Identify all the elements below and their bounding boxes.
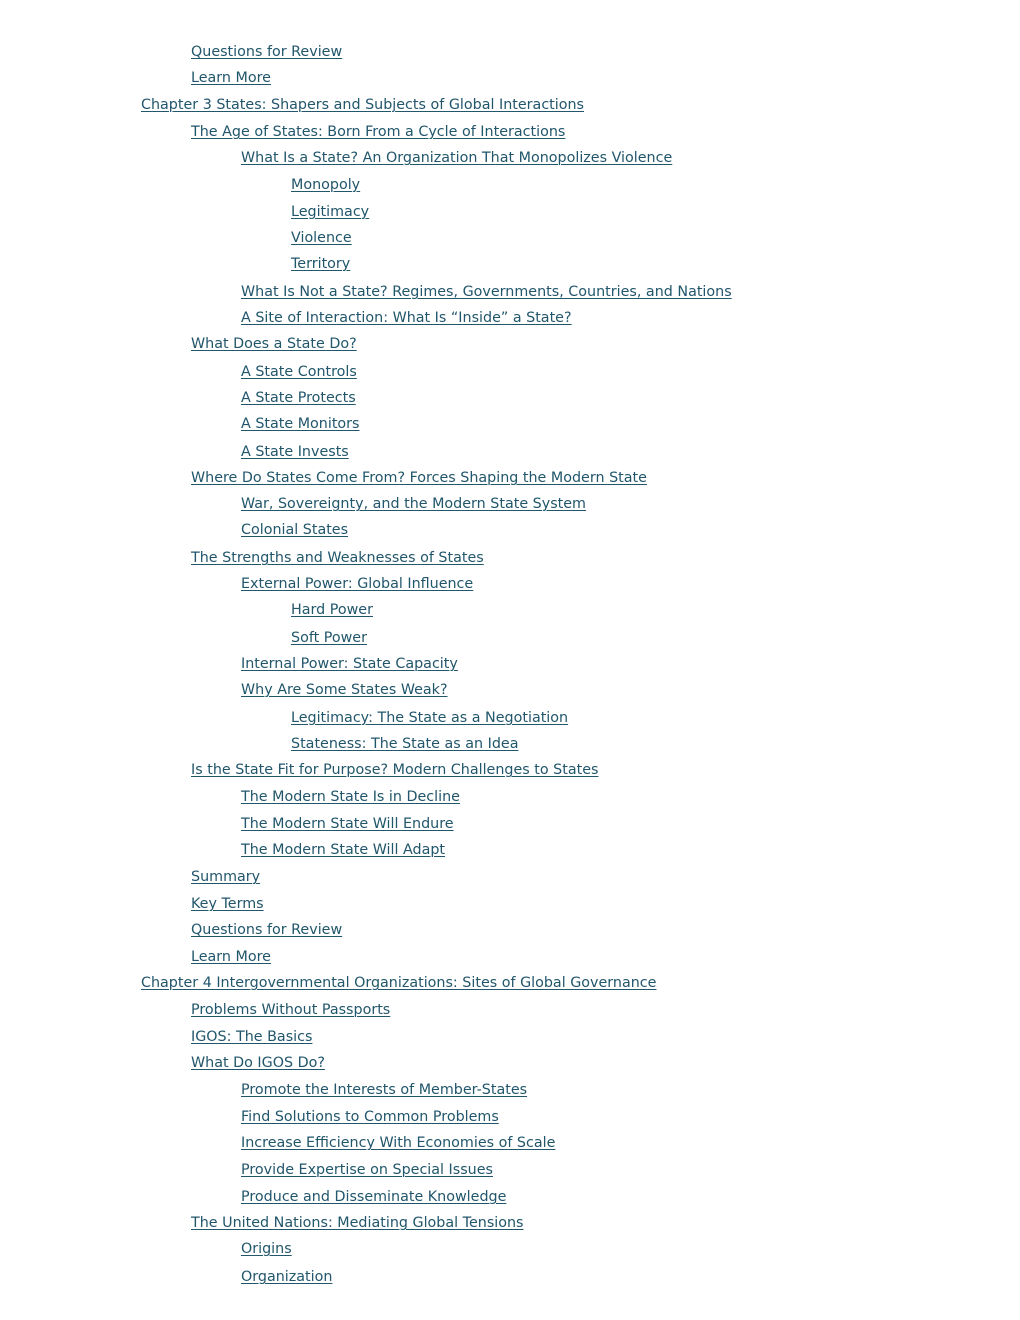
toc-item-site-of-interaction [241, 307, 572, 327]
toc-link[interactable]: Chapter 3 States: Shapers and Subjects of Global Interactions [141, 97, 585, 113]
toc-item-questions-for-review [191, 41, 342, 61]
toc-link[interactable]: The Modern State Will Adapt [241, 842, 446, 858]
toc-link[interactable]: The Modern State Is in Decline [241, 789, 460, 805]
toc-item-what-does-a-state-do [191, 333, 357, 353]
toc-link[interactable]: Organization [241, 1269, 333, 1285]
toc-link[interactable]: Chapter 4 Intergovernmental Organizations: Sites of Global Governance [141, 975, 657, 991]
toc-item-colonial-states [241, 519, 348, 539]
toc-item-increase-efficiency [241, 1132, 555, 1152]
toc-link[interactable]: Origins [241, 1241, 292, 1257]
toc-item-territory [291, 253, 350, 273]
toc-link[interactable]: Why Are Some States Weak? [241, 682, 448, 698]
toc-link[interactable]: Legitimacy: The State as a Negotiation [291, 710, 569, 726]
toc-link[interactable]: A State Controls [241, 364, 357, 380]
toc-link[interactable]: Learn More [191, 70, 271, 86]
toc-item-united-nations [191, 1212, 524, 1232]
toc-item-produce-knowledge [241, 1186, 506, 1206]
toc-item-a-state-protects [241, 387, 356, 407]
toc-item-organization [241, 1266, 332, 1286]
toc-link[interactable]: What Is Not a State? Regimes, Governments, Countries, and Nations [241, 284, 732, 300]
toc-link[interactable]: The Strengths and Weaknesses of States [191, 550, 484, 566]
toc-link[interactable]: Produce and Disseminate Knowledge [241, 1189, 507, 1205]
toc-item-chapter-4 [141, 972, 656, 992]
toc-link[interactable]: Hard Power [291, 602, 373, 618]
toc-link[interactable]: What Do IGOS Do? [191, 1055, 325, 1071]
toc-item-internal-power [241, 653, 458, 673]
toc-link[interactable]: Promote the Interests of Member-States [241, 1082, 528, 1098]
toc-link[interactable]: Territory [291, 256, 351, 272]
toc-item-learn-more [191, 67, 271, 87]
toc-item-war-sovereignty [241, 493, 586, 513]
toc-item-find-solutions [241, 1106, 499, 1126]
toc-item-soft-power [291, 627, 367, 647]
toc-link[interactable]: A State Protects [241, 390, 356, 406]
toc-link[interactable]: A Site of Interaction: What Is “Inside” a State? [241, 310, 572, 326]
toc-link[interactable]: Increase Efficiency With Economies of Scale [241, 1135, 556, 1151]
toc-link[interactable]: The Modern State Will Endure [241, 816, 454, 832]
toc-link[interactable]: Problems Without Passports [191, 1002, 391, 1018]
toc-link[interactable]: Soft Power [291, 630, 367, 646]
toc-link[interactable]: What Is a State? An Organization That Monopolizes Violence [241, 150, 673, 166]
toc-item-provide-expertise [241, 1159, 493, 1179]
toc-item-problems-without-passports [191, 999, 390, 1019]
toc-link[interactable]: Questions for Review [191, 44, 343, 60]
toc-item-legitimacy-negotiation [291, 707, 568, 727]
toc-item-state-fit-for-purpose [191, 759, 598, 779]
toc-item-a-state-invests [241, 441, 349, 461]
toc-link[interactable]: Monopoly [291, 177, 361, 193]
toc-item-what-do-igos-do [191, 1052, 325, 1072]
toc-item-hard-power [291, 599, 373, 619]
toc-link[interactable]: Where Do States Come From? Forces Shaping the Modern State [191, 470, 647, 486]
toc-link[interactable]: Is the State Fit for Purpose? Modern Challenges to States [191, 762, 599, 778]
toc-link[interactable]: Questions for Review [191, 922, 343, 938]
toc-item-key-terms [191, 893, 264, 913]
toc-link[interactable]: Internal Power: State Capacity [241, 656, 458, 672]
toc-item-where-do-states-come-from [191, 467, 647, 487]
toc-item-state-will-endure [241, 813, 454, 833]
toc-link[interactable]: Find Solutions to Common Problems [241, 1109, 499, 1125]
toc-link[interactable]: What Does a State Do? [191, 336, 357, 352]
toc-item-external-power [241, 573, 473, 593]
toc-item-what-is-not-a-state [241, 281, 732, 301]
toc-item-monopoly [291, 174, 360, 194]
toc-link[interactable]: Violence [291, 230, 352, 246]
toc-link[interactable]: IGOS: The Basics [191, 1029, 313, 1045]
toc-link[interactable]: Learn More [191, 949, 271, 965]
toc-item-summary [191, 866, 260, 886]
toc-link[interactable]: Key Terms [191, 896, 264, 912]
toc-item-stateness [291, 733, 518, 753]
toc-item-origins [241, 1238, 292, 1258]
toc-link[interactable]: A State Invests [241, 444, 349, 460]
toc-link[interactable]: Stateness: The State as an Idea [291, 736, 519, 752]
toc-item-why-are-some-states-weak [241, 679, 448, 699]
toc-link[interactable]: Provide Expertise on Special Issues [241, 1162, 493, 1178]
toc-item-promote-interests [241, 1079, 527, 1099]
toc-item-questions-for-review-2 [191, 919, 342, 939]
toc-link[interactable]: War, Sovereignty, and the Modern State System [241, 496, 586, 512]
toc-link[interactable]: Colonial States [241, 522, 349, 538]
toc-link[interactable]: The Age of States: Born From a Cycle of Interactions [191, 124, 566, 140]
toc-item-igos-basics [191, 1026, 312, 1046]
toc-item-state-in-decline [241, 786, 460, 806]
toc-item-age-of-states [191, 121, 565, 141]
toc-link[interactable]: External Power: Global Influence [241, 576, 474, 592]
toc-item-strengths-and-weaknesses [191, 547, 484, 567]
toc-item-state-will-adapt [241, 839, 445, 859]
toc-link[interactable]: Legitimacy [291, 204, 370, 220]
toc-item-violence [291, 227, 352, 247]
toc-item-a-state-controls [241, 361, 357, 381]
toc-item-a-state-monitors [241, 413, 360, 433]
toc-link[interactable]: A State Monitors [241, 416, 360, 432]
toc-item-what-is-a-state [241, 147, 672, 167]
toc-link[interactable]: The United Nations: Mediating Global Tensions [191, 1215, 524, 1231]
toc-item-chapter-3 [141, 94, 584, 114]
toc-link[interactable]: Summary [191, 869, 261, 885]
toc-item-learn-more-2 [191, 946, 271, 966]
toc-item-legitimacy [291, 201, 369, 221]
